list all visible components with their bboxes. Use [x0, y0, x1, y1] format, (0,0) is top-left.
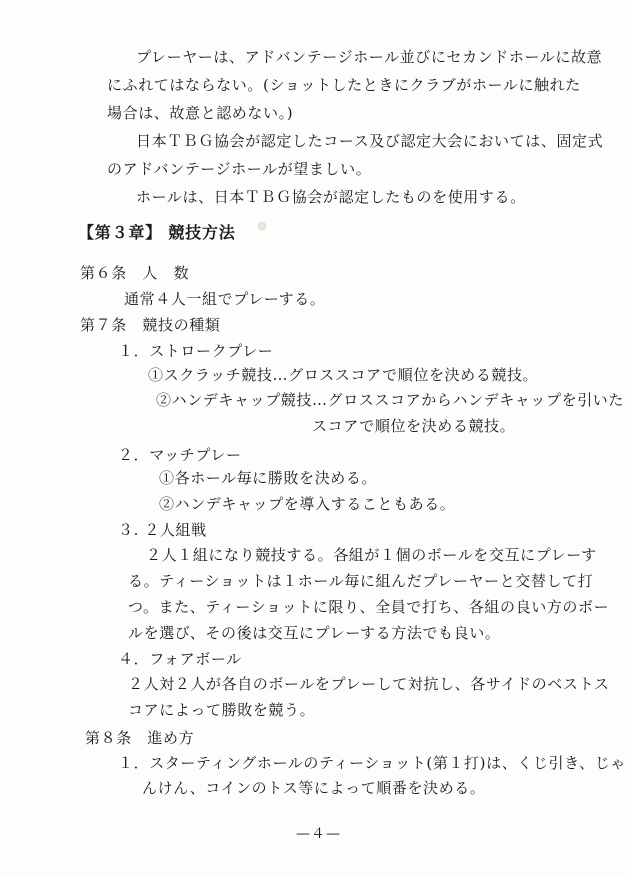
stroke-play-item-2b: スコアで順位を決める競技。: [312, 417, 516, 435]
pairs-line-2: る。ティーショットは１ホール毎に組んだプレーヤーと交替して打: [128, 572, 594, 590]
stroke-play-item-2a: ②ハンデキャップ競技…グロススコアからハンデキャップを引いた: [156, 391, 625, 409]
stroke-play-item-1: ①スクラッチ競技…グロススコアで順位を決める競技。: [148, 366, 539, 384]
fourball-line-1: ２人対２人が各自のボールをプレーして対抗し、各サイドのベストス: [128, 675, 610, 693]
article-6-heading: 第６条 人 数: [80, 264, 190, 282]
stroke-play-title: １．ストロークプレー: [118, 342, 274, 360]
intro-line-6: ホールは、日本ＴＢＧ協会が認定したものを使用する。: [136, 188, 526, 206]
fourball-title: ４．フォアボール: [118, 650, 242, 668]
intro-line-1: プレーヤーは、アドバンテージホール並びにセカンドホールに故意: [136, 48, 603, 66]
pairs-line-4: ルを選び、その後は交互にプレーする方法でも良い。: [128, 624, 501, 642]
intro-line-4: 日本ＴＢＧ協会が認定したコース及び認定大会においては、固定式: [136, 132, 604, 150]
article-8-item-1b: んけん、コインのトス等によって順番を決める。: [142, 779, 486, 797]
match-play-title: ２．マッチプレー: [118, 446, 242, 464]
article-6-body: 通常４人一組でプレーする。: [124, 290, 326, 308]
article-7-heading: 第７条 競技の種類: [80, 316, 221, 334]
punch-hole-mark: [258, 222, 266, 230]
intro-line-2: にふれてはならない。(ショットしたときにクラブがホールに触れた: [107, 76, 581, 94]
intro-line-3: 場合は、故意と認めない。): [107, 104, 294, 122]
pairs-line-1: ２人１組になり競技する。各組が１個のボールを交互にプレーす: [146, 546, 597, 564]
match-play-item-2: ②ハンデキャップを導入することもある。: [159, 495, 456, 513]
article-8-heading: 第８条 進め方: [85, 729, 195, 747]
intro-line-5: のアドバンテージホールが望ましい。: [107, 160, 372, 178]
match-play-item-1: ①各ホール毎に勝敗を決める。: [159, 469, 378, 487]
pairs-line-3: つ。また、ティーショットに限り、全員で打ち、各組の良い方のボー: [128, 598, 610, 616]
fourball-line-2: コアによって勝敗を競う。: [128, 701, 316, 719]
pairs-title: ３. ２人組戦: [118, 521, 207, 539]
page-number: —４—: [296, 826, 341, 842]
article-8-item-1a: １．スターティングホールのティーショット(第１打)は、くじ引き、じゃ: [118, 754, 626, 772]
chapter-3-heading: 【第３章】 競技方法: [78, 223, 236, 242]
